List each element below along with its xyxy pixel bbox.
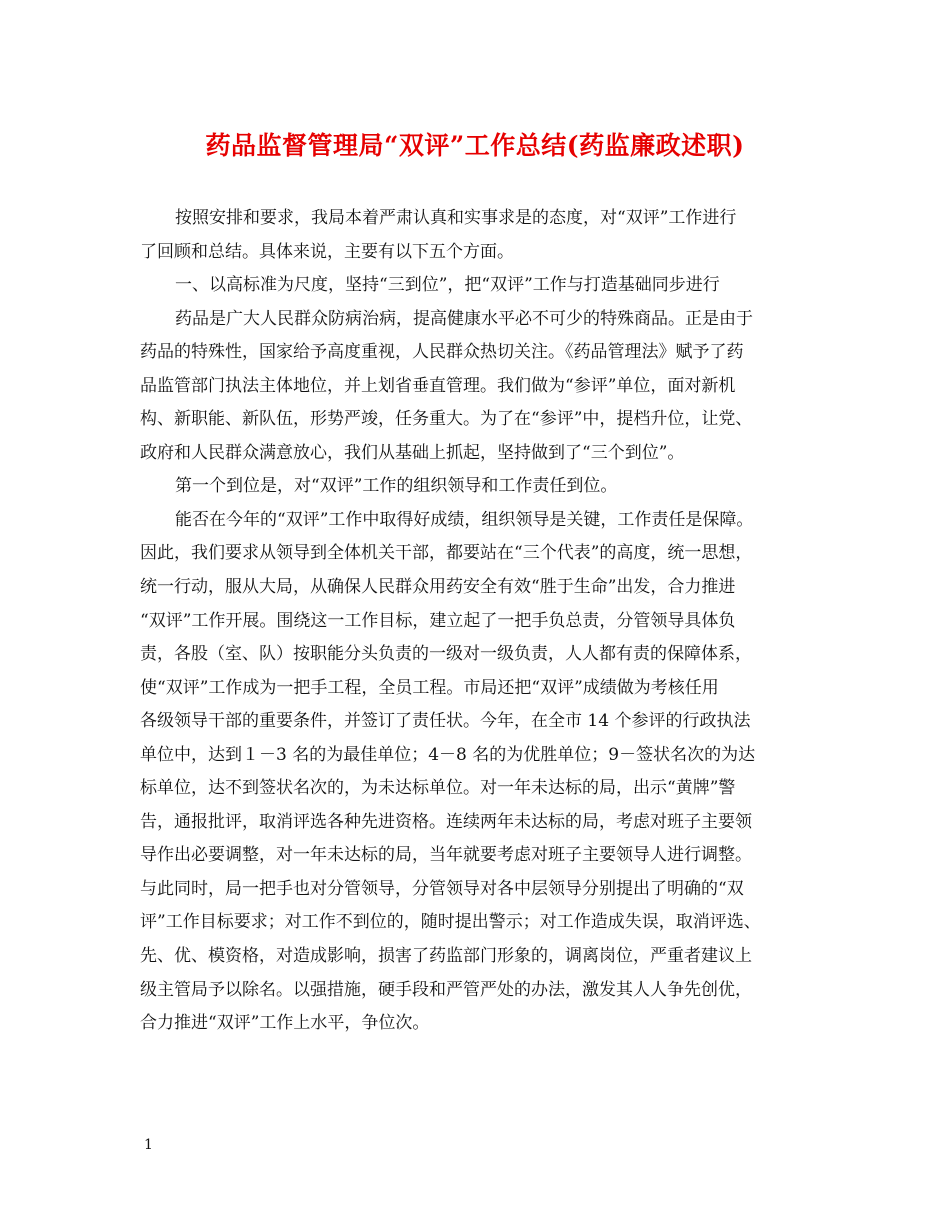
text-line: 因此，我们要求从领导到全体机关干部，都要站在“三个代表”的高度，统一思想，	[140, 543, 753, 564]
document-body	[140, 202, 830, 1041]
text-line: 第一个到位是，对“双评”工作的组织领导和工作责任到位。	[175, 476, 618, 497]
text-line: 药品是广大人民群众防病治病，提高健康水平必不可少的特殊商品。正是由于	[175, 308, 753, 329]
text-line: 与此同时，局一把手也对分管领导，分管领导对各中层领导分别提出了明确的“双	[140, 878, 744, 899]
text-line: 评”工作目标要求；对工作不到位的，随时提出警示；对工作造成失误，取消评选、	[140, 912, 761, 933]
text-line: “双评”工作开展。围绕这一工作目标，建立起了一把手负总责，分管领导具体负	[140, 610, 736, 631]
text-line: 按照安排和要求，我局本着严肃认真和实事求是的态度，对“双评”工作进行	[175, 208, 737, 228]
text-line: 一、以高标准为尺度，坚持“三到位”，把“双评”工作与打造基础同步进行	[175, 275, 720, 296]
text-line: 标单位，达不到签状名次的，为未达标单位。对一年未达标的局，出示“黄牌”警	[140, 778, 736, 799]
text-line: 先、优、模资格，对造成影响，损害了药监部门形象的，调离岗位，严重者建议上	[140, 946, 752, 967]
text-line: 统一行动，服从大局，从确保人民群众用药安全有效“胜于生命”出发，合力推进	[140, 577, 736, 598]
text-line: 政府和人民群众满意放心，我们从基础上抓起，坚持做到了“三个到位”。	[140, 442, 685, 463]
text-line: 品监管部门执法主体地位，并上划省垂直管理。我们做为“参评”单位，面对新机	[140, 375, 736, 396]
text-line: 构、新职能、新队伍，形势严竣，任务重大。为了在“参评”中，提档升位，让党、	[140, 409, 753, 430]
text-line: 导作出必要调整，对一年未达标的局，当年就要考虑对班子主要领导人进行调整。	[140, 845, 752, 866]
text-line: 责，各股（室、队）按职能分头负责的一级对一级负责，人人都有责的保障体系，	[140, 644, 752, 665]
text-line: 了回顾和总结。具体来说，主要有以下五个方面。	[140, 241, 514, 262]
text-line: 单位中，达到１－3 名的为最佳单位；4－8 名的为优胜单位；9－签状名次的为达	[140, 744, 756, 765]
text-line: 使“双评”工作成为一把手工程，全员工程。市局还把“双评”成绩做为考核任用	[140, 677, 719, 698]
text-line: 各级领导干部的重要条件，并签订了责任状。今年，在全市 14 个参评的行政执法	[140, 711, 751, 732]
text-line: 级主管局予以除名。以强措施，硬手段和严管严处的办法，激发其人人争先创优，	[140, 979, 752, 1000]
document-title: 药品监督管理局“双评”工作总结(药监廉政述职)	[205, 131, 745, 160]
page-number: 1	[144, 1137, 153, 1153]
text-line: 药品的特殊性，国家给予高度重视，人民群众热切关注。《药品管理法》赋予了药	[140, 342, 744, 363]
text-line: 能否在今年的“双评”工作中取得好成绩，组织领导是关键，工作责任是保障。	[175, 509, 754, 530]
text-line: 合力推进“双评”工作上水平，争位次。	[140, 1013, 430, 1034]
text-line: 告，通报批评，取消评选各种先进资格。连续两年未达标的局，考虑对班子主要领	[140, 811, 752, 832]
